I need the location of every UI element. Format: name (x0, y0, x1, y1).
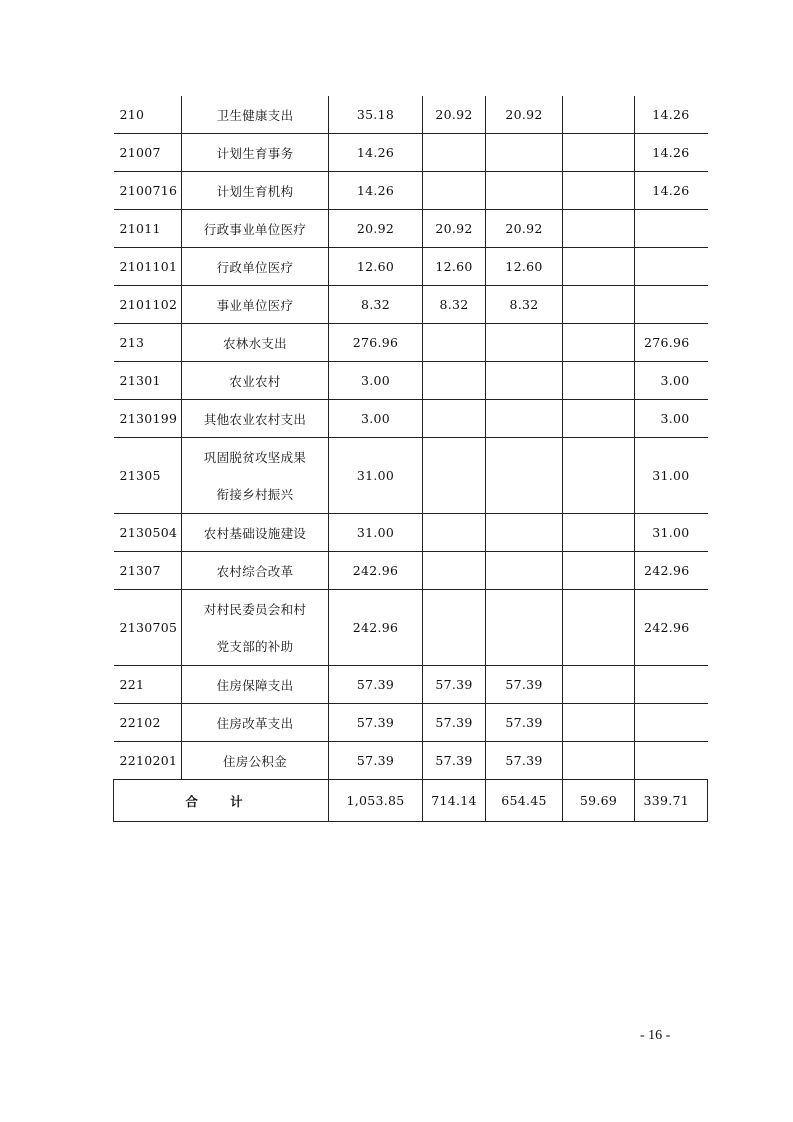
page-number: - 16 - (640, 1028, 671, 1043)
cell-value-1: 3.00 (329, 400, 423, 438)
cell-code: 21007 (114, 134, 182, 172)
cell-value-1: 12.60 (329, 248, 423, 286)
cell-value-4 (563, 438, 635, 514)
cell-value-5: 31.00 (635, 438, 708, 514)
cell-value-5 (635, 742, 708, 780)
cell-value-2 (423, 438, 486, 514)
cell-value-2 (423, 134, 486, 172)
cell-name: 住房公积金 (182, 742, 329, 780)
cell-value-1: 57.39 (329, 704, 423, 742)
cell-value-1: 14.26 (329, 172, 423, 210)
cell-value-3: 8.32 (486, 286, 563, 324)
cell-value-3 (486, 552, 563, 590)
cell-name-line-1: 巩固脱贫攻坚成果 (203, 449, 307, 465)
total-label: 合 计 (114, 780, 329, 822)
table-row (114, 666, 708, 704)
cell-value-5: 242.96 (635, 552, 708, 590)
table-row (114, 400, 708, 438)
cell-value-3 (486, 324, 563, 362)
cell-value-2: 8.32 (423, 286, 486, 324)
cell-code: 2210201 (114, 742, 182, 780)
cell-name: 卫生健康支出 (182, 96, 329, 134)
table-row (114, 438, 708, 514)
cell-code: 221 (114, 666, 182, 704)
cell-code: 21011 (114, 210, 182, 248)
total-value-2: 714.14 (423, 780, 486, 822)
cell-value-5: 276.96 (635, 324, 708, 362)
cell-name-line-2: 衔接乡村振兴 (216, 486, 294, 502)
total-value-4: 59.69 (563, 780, 635, 822)
cell-value-4 (563, 400, 635, 438)
table-row (114, 362, 708, 400)
cell-value-1: 3.00 (329, 362, 423, 400)
cell-value-5: 3.00 (635, 362, 708, 400)
cell-value-1: 8.32 (329, 286, 423, 324)
cell-value-4 (563, 514, 635, 552)
cell-code: 2130199 (114, 400, 182, 438)
cell-value-5: 14.26 (635, 172, 708, 210)
cell-value-5 (635, 704, 708, 742)
cell-code: 213 (114, 324, 182, 362)
cell-value-3: 20.92 (486, 210, 563, 248)
table-row (114, 134, 708, 172)
cell-value-4 (563, 248, 635, 286)
cell-name (182, 590, 329, 666)
table-row (114, 210, 708, 248)
cell-value-4 (563, 742, 635, 780)
cell-name: 农林水支出 (182, 324, 329, 362)
cell-code: 21301 (114, 362, 182, 400)
cell-value-1: 242.96 (329, 552, 423, 590)
table-row (114, 96, 708, 134)
cell-value-5 (635, 286, 708, 324)
cell-value-4 (563, 704, 635, 742)
cell-value-2 (423, 514, 486, 552)
total-value-3: 654.45 (486, 780, 563, 822)
cell-value-5 (635, 666, 708, 704)
cell-value-2 (423, 362, 486, 400)
cell-value-1: 57.39 (329, 742, 423, 780)
cell-name: 计划生育机构 (182, 172, 329, 210)
table-row (114, 172, 708, 210)
cell-name: 农村基础设施建设 (182, 514, 329, 552)
cell-value-2 (423, 324, 486, 362)
cell-code: 22102 (114, 704, 182, 742)
cell-name: 行政事业单位医疗 (182, 210, 329, 248)
cell-value-4 (563, 666, 635, 704)
cell-value-1: 20.92 (329, 210, 423, 248)
cell-code: 2100716 (114, 172, 182, 210)
cell-value-5: 14.26 (635, 96, 708, 134)
cell-value-4 (563, 362, 635, 400)
table-body (114, 96, 708, 822)
cell-value-3: 57.39 (486, 666, 563, 704)
cell-value-5: 3.00 (635, 400, 708, 438)
cell-code: 2101101 (114, 248, 182, 286)
cell-name-line-1: 对村民委员会和村 (203, 601, 307, 617)
cell-value-1: 14.26 (329, 134, 423, 172)
total-value-1: 1,053.85 (329, 780, 423, 822)
cell-code: 2101102 (114, 286, 182, 324)
cell-value-3 (486, 134, 563, 172)
cell-value-2: 20.92 (423, 96, 486, 134)
cell-value-4 (563, 286, 635, 324)
cell-value-3 (486, 362, 563, 400)
cell-name-line-2: 党支部的补助 (216, 638, 294, 654)
table-row (114, 590, 708, 666)
cell-value-3: 20.92 (486, 96, 563, 134)
table-row (114, 704, 708, 742)
table-row (114, 742, 708, 780)
cell-name: 计划生育事务 (182, 134, 329, 172)
cell-value-3 (486, 590, 563, 666)
cell-name: 住房保障支出 (182, 666, 329, 704)
cell-value-3 (486, 172, 563, 210)
cell-code: 2130504 (114, 514, 182, 552)
cell-value-4 (563, 590, 635, 666)
total-value-5: 339.71 (635, 780, 708, 822)
cell-value-3 (486, 514, 563, 552)
cell-value-1: 242.96 (329, 590, 423, 666)
table-row (114, 324, 708, 362)
budget-table (113, 96, 708, 822)
cell-value-2: 12.60 (423, 248, 486, 286)
table-row (114, 248, 708, 286)
cell-code: 210 (114, 96, 182, 134)
cell-value-5 (635, 210, 708, 248)
cell-name: 事业单位医疗 (182, 286, 329, 324)
cell-value-5: 31.00 (635, 514, 708, 552)
cell-value-2: 57.39 (423, 704, 486, 742)
cell-code: 21307 (114, 552, 182, 590)
cell-value-4 (563, 96, 635, 134)
cell-value-3 (486, 400, 563, 438)
cell-name: 农业农村 (182, 362, 329, 400)
cell-value-5: 14.26 (635, 134, 708, 172)
cell-value-2: 57.39 (423, 742, 486, 780)
cell-value-3 (486, 438, 563, 514)
cell-value-2: 20.92 (423, 210, 486, 248)
cell-code: 21305 (114, 438, 182, 514)
total-row (114, 780, 708, 822)
cell-value-3: 57.39 (486, 742, 563, 780)
cell-code: 2130705 (114, 590, 182, 666)
cell-value-2 (423, 590, 486, 666)
cell-value-1: 31.00 (329, 438, 423, 514)
cell-name: 行政单位医疗 (182, 248, 329, 286)
cell-value-1: 276.96 (329, 324, 423, 362)
table-row (114, 552, 708, 590)
cell-value-2: 57.39 (423, 666, 486, 704)
cell-value-4 (563, 324, 635, 362)
cell-name: 农村综合改革 (182, 552, 329, 590)
cell-value-5: 242.96 (635, 590, 708, 666)
cell-value-1: 57.39 (329, 666, 423, 704)
cell-value-4 (563, 172, 635, 210)
cell-value-1: 35.18 (329, 96, 423, 134)
cell-value-4 (563, 552, 635, 590)
cell-name: 住房改革支出 (182, 704, 329, 742)
cell-name (182, 438, 329, 514)
cell-value-4 (563, 210, 635, 248)
table-row (114, 286, 708, 324)
cell-value-5 (635, 248, 708, 286)
table-row (114, 514, 708, 552)
cell-value-3: 12.60 (486, 248, 563, 286)
cell-value-3: 57.39 (486, 704, 563, 742)
cell-value-2 (423, 172, 486, 210)
cell-value-2 (423, 552, 486, 590)
cell-value-4 (563, 134, 635, 172)
cell-name: 其他农业农村支出 (182, 400, 329, 438)
cell-value-2 (423, 400, 486, 438)
cell-value-1: 31.00 (329, 514, 423, 552)
